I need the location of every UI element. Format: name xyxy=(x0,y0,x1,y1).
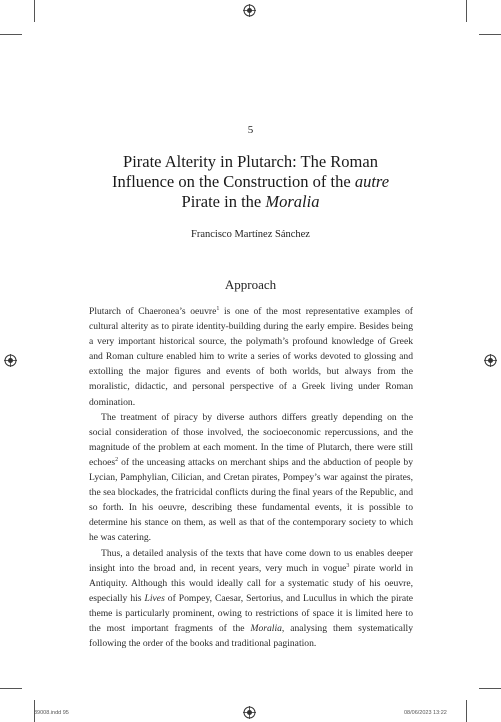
registration-mark-icon xyxy=(484,354,497,367)
title-line-1: Pirate Alterity in Plutarch: The Roman xyxy=(123,152,378,171)
crop-mark xyxy=(0,688,22,689)
registration-mark-icon xyxy=(4,354,17,367)
registration-mark-icon xyxy=(243,706,256,719)
crop-mark xyxy=(466,700,467,722)
print-slug-date: 08/06/2023 13:22 xyxy=(404,710,447,716)
chapter-number: 5 xyxy=(247,124,254,136)
footnote-ref[interactable]: 1 xyxy=(216,305,220,312)
paragraph: Plutarch of Chaeronea’s oeuvre$^1$ is one of the most representative examples of cultural alterity as to pirate identity-building during the early empire. Besides being a very important historical source, the polymath’s profound knowledge of Greek and Roman culture enabled him to write a series of works devoted to glossing and extolling the major figures and events of both worlds, but always from the moralistic, didactic, and personal perspective of a Greek living under Roman domination. xyxy=(89,305,413,408)
chapter-title xyxy=(60,152,441,212)
section-heading: Approach xyxy=(224,277,277,292)
title-line-2: Influence on the Construction of the xyxy=(111,172,355,191)
author-name: Francisco Martínez Sánchez xyxy=(191,229,310,240)
title-line-3: Pirate in the xyxy=(181,192,266,211)
crop-mark xyxy=(466,0,467,22)
paragraph: Thus, a detailed analysis of the texts that have come down to us enables deeper insight into the broad and, in recent years, very much in vogue$^3$ pirate world in Antiquity. Although this would ideally call for a systematic study of his oeuvre, especially his Lives of Pompey, Caesar, Sertorius, and Lucullus in which the pirate theme is particularly prominent, owing to restrictions of space it is limited here to the most important fragments of the Moralia, analysing them systematically following the order of the books and traditional pagination. xyxy=(89,547,413,650)
crop-mark xyxy=(34,0,35,22)
crop-mark xyxy=(479,688,501,689)
paragraph: The treatment of piracy by diverse authors differs greatly depending on the social consideration of those involved, the socioeconomic repercussions, and the magnitude of the problem at each moment. In the time of Plutarch, there were still echoes$^2$ of the unceasing attacks on merchant ships and the abduction of people by Lycian, Pamphylian, Cilician, and Cretan pirates, Pompey’s war against the pirates, the sea blockades, the fratricidal conflicts during the final years of the Republic, and so forth. In his oeuvre, describing these fundamental events, it is possible to determine his stance on them, as well as that of the contemporary society to which he was catering. xyxy=(89,411,413,544)
registration-mark-icon xyxy=(243,4,256,17)
footnote-ref[interactable]: 3 xyxy=(346,562,350,569)
body-text xyxy=(89,304,413,651)
title-italic-autre: autre xyxy=(354,172,390,191)
footnote-ref[interactable]: 2 xyxy=(115,456,119,463)
crop-mark xyxy=(479,34,501,35)
crop-mark xyxy=(0,34,22,35)
print-slug-file: 39008.indd 95 xyxy=(34,710,69,716)
title-italic-moralia: Moralia xyxy=(265,192,320,211)
